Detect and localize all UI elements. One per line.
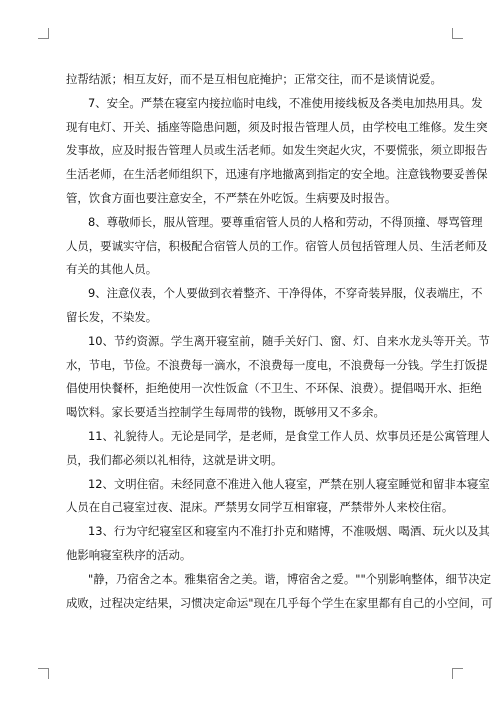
text-line: 拉帮结派；相互友好，而不是互相包庇掩护；正常交往，而不是谈情说爱。 bbox=[66, 72, 442, 86]
text-line: 有关的其他人员。 bbox=[66, 262, 158, 277]
text-line: 成败，过程决定结果，习惯决定命运"现在几乎每个学生在家里都有自己的小空间，可 bbox=[66, 595, 493, 610]
text-line: 13、行为守纪寝室区和寝室内不准打扑克和赌博，不准吸烟、喝酒、玩火以及其 bbox=[88, 524, 490, 539]
corner-mark-bottom-left bbox=[38, 668, 49, 679]
text-line: "静，乃宿舍之本。雅集宿舍之美。谐，博宿舍之爱。""个别影响整体，细节决定 bbox=[88, 571, 492, 586]
document-body bbox=[66, 68, 493, 615]
text-line: 生活老师，在生活老师组织下，迅速有序地撤离到指定的安全地。注意钱物要妥善保 bbox=[66, 167, 488, 182]
text-line: 人员，要诚实守信，积极配合宿管人员的工作。宿管人员包括管理人员、生活老师及 bbox=[66, 238, 488, 253]
text-line: 人员在自己寝室过夜、混床。严禁男女同学互相窜寝，严禁带外人来校住宿。 bbox=[66, 500, 454, 515]
text-line: 11、礼貌待人。无论是同学，是老师，是食堂工作人员、炊事员还是公寓管理人 bbox=[88, 428, 490, 443]
text-line: 9、注意仪表，个人要做到衣着整齐、干净得体，不穿奇装异服，仪表端庄，不 bbox=[88, 286, 483, 301]
text-line: 12、文明住宿。未经同意不准进入他人寝室，严禁在别人寝室睡觉和留非本寝室 bbox=[88, 476, 490, 491]
text-line: 7、安全。严禁在寝室内接拉临时电线，不准使用接线板及各类电加热用具。发 bbox=[88, 95, 483, 110]
text-line: 员，我们都必须以礼相待，这就是讲文明。 bbox=[66, 452, 283, 467]
corner-mark-top-left bbox=[38, 28, 49, 39]
text-line: 留长发，不染发。 bbox=[66, 309, 158, 324]
text-line: 倡使用快餐杯，拒绝使用一次性饭盒（不卫生、不环保、浪费）。提倡喝开水、拒绝 bbox=[66, 381, 482, 396]
text-line: 喝饮料。家长要适当控制学生每周带的钱物，既够用又不多余。 bbox=[66, 405, 385, 420]
text-line: 管，饮食方面也要注意安全，不严禁在外吃饭。生病要及时报告。 bbox=[66, 190, 397, 205]
text-line: 8、尊敬师长，服从管理。要尊重宿管人员的人格和劳动，不得顶撞、辱骂管理 bbox=[88, 214, 483, 229]
text-line: 发事故，应及时报告管理人员或生活老师。如发生突起火灾，不要慌张，须立即报告 bbox=[66, 143, 488, 158]
corner-mark-top-right bbox=[452, 28, 463, 39]
text-line: 10、节约资源。学生离开寝室前，随手关好门、窗、灯、自来水龙头等开关。节 bbox=[88, 333, 490, 348]
text-line: 现有电灯、开关、插座等隐患问题，须及时报告管理人员，由学校电工维修。发生突 bbox=[66, 119, 488, 134]
text-line: 水，节电，节俭。不浪费每一滴水，不浪费每一度电，不浪费每一分钱。学生打饭提 bbox=[66, 357, 488, 372]
text-line: 他影响寝室秩序的活动。 bbox=[66, 547, 192, 562]
corner-mark-bottom-right bbox=[452, 668, 463, 679]
